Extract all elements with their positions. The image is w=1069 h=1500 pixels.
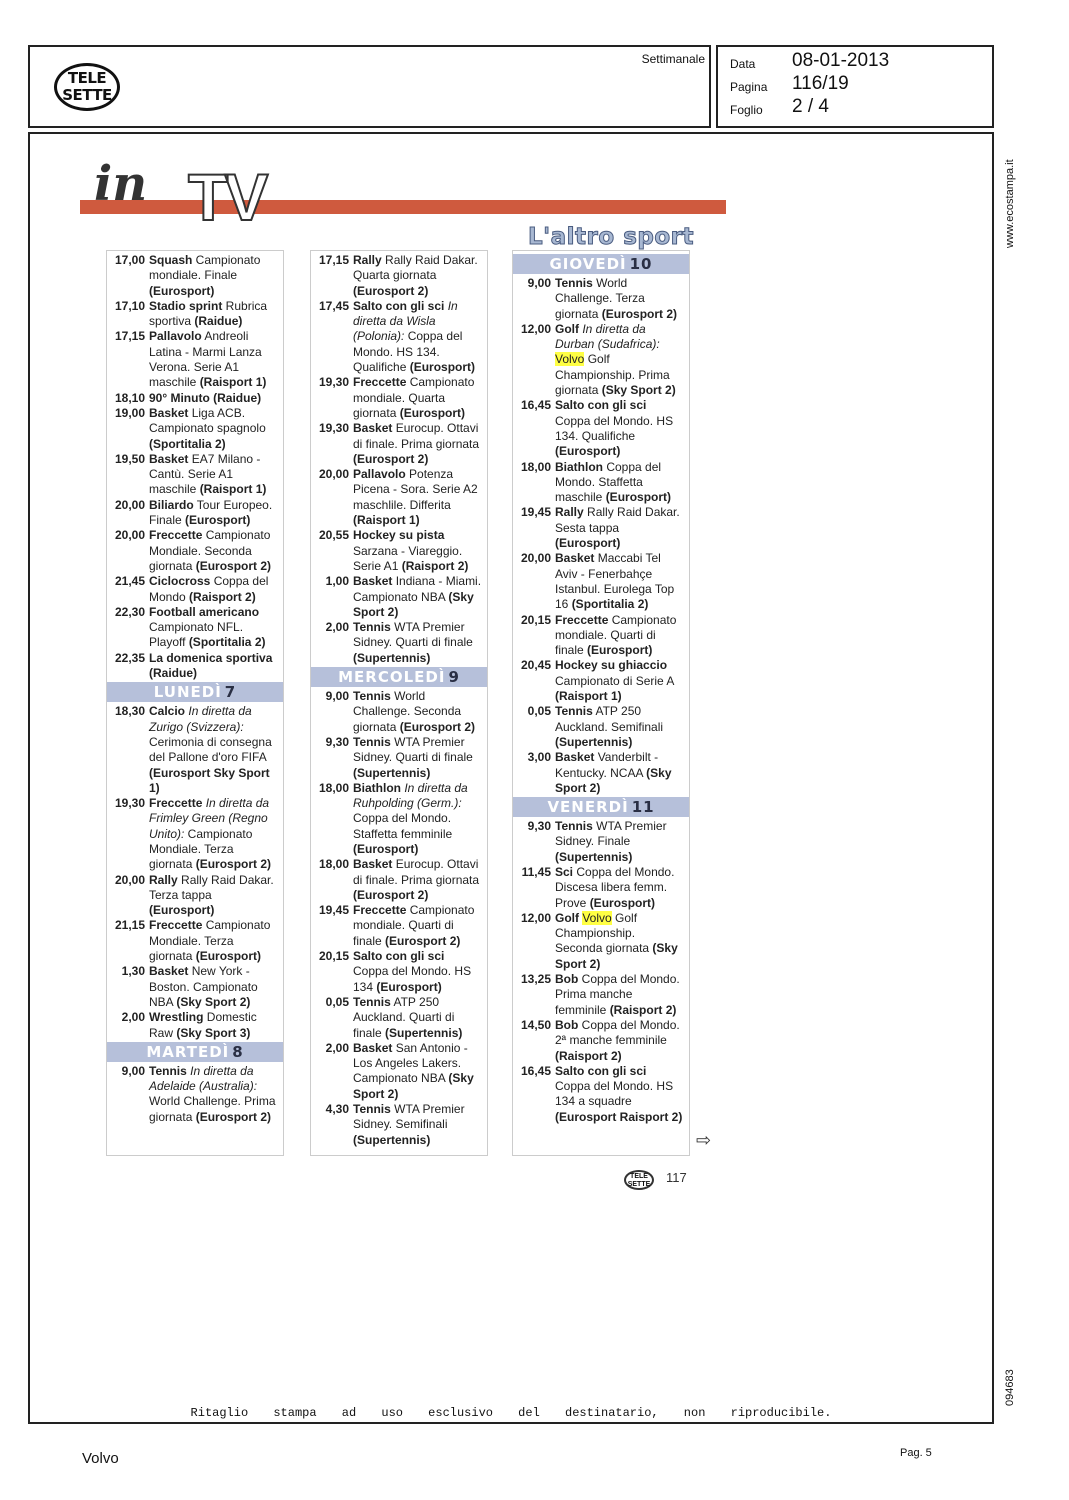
telesette-small-logo: TELE SETTE: [624, 1170, 654, 1190]
list-item: 16,45 Salto con gli sci Coppa del Mondo. HS 134. Qualifiche (Eurosport): [520, 398, 674, 459]
list-item: 21,15 Freccette Campionato Mondiale. Terza giornata (Eurosport): [114, 918, 271, 964]
list-item: 18,00 Basket Eurocup. Ottavi di finale. Prima giornata (Eurosport 2): [318, 857, 480, 902]
list-item: 2,00 Tennis WTA Premier Sidney. Quarti di finale (Supertennis): [325, 620, 473, 665]
list-item: 20,00 Basket Maccabi Tel Aviv - Fenerbahçe Istanbul. Eurolega Top 16 (Sportitalia 2): [520, 551, 675, 612]
day-header-giovedi: GIOVEDÌ 10: [513, 254, 689, 274]
list-item: 12,00 Golf In diretta da Durban (Sudafrica): Volvo Golf Championship. Prima giornata (Sky Sport 2): [520, 321, 676, 398]
list-item: 11,45 Sci Coppa del Mondo. Discesa libera femm. Prove (Eurosport): [521, 864, 675, 910]
day-header-venerdi: VENERDÌ 11: [513, 797, 689, 817]
list-item: 20,45 Hockey su ghiaccio Campionato di Serie A (Raisport 1): [520, 658, 674, 704]
list-item: 19,30 Basket Eurocup. Ottavi di finale. Prima giornata (Eurosport 2): [318, 421, 480, 466]
list-item: 19,00 Basket Liga ACB. Campionato spagnolo (Sportitalia 2): [114, 405, 266, 451]
frequency-label: Settimanale: [641, 52, 705, 66]
list-item: 20,15 Salto con gli sci Coppa del Mondo. HS 134 (Eurosport): [318, 949, 472, 994]
schedule-column-1: [106, 250, 284, 1156]
newspaper-clipping: [70, 150, 730, 1200]
continue-arrow-icon: ⇨: [696, 1130, 712, 1150]
list-item: 9,30 Tennis WTA Premier Sidney. Quarti di finale (Supertennis): [325, 734, 473, 780]
list-item: 1,00 Basket Indiana - Miami. Campionato NBA (Sky Sport 2): [325, 574, 482, 619]
keyword-label: Volvo: [82, 1450, 119, 1467]
day-header-lunedi: LUNEDÌ 7: [107, 682, 283, 702]
list-item: 19,30 Freccette Campionato mondiale. Quarta giornata (Eurosport): [318, 375, 475, 420]
list-item: 3,00 Basket Vanderbilt - Kentucky. NCAA (Sky Sport 2): [527, 750, 672, 795]
list-item: 1,30 Basket New York - Boston. Campionato NBA (Sky Sport 2): [121, 964, 258, 1009]
list-item: 0,05 Tennis ATP 250 Auckland. Semifinali (Supertennis): [527, 704, 664, 749]
list-item: 19,50 Basket EA7 Milano - Cantù. Serie A1 maschile (Raisport 1): [114, 451, 267, 497]
list-item: 20,00 Freccette Campionato Mondiale. Seconda giornata (Eurosport 2): [114, 528, 272, 573]
clipping-page-number: 117: [666, 1170, 687, 1185]
list-item: 21,45 Ciclocross Coppa del Mondo (Raisport 2): [114, 574, 269, 604]
telesette-logo: TELE SETTE: [54, 63, 120, 111]
section-title: L'altro sport: [527, 224, 694, 250]
list-item: 18,00 Biathlon In diretta da Ruhpolding (Germ.): Coppa del Mondo. Staffetta femminile (Eurosport): [318, 780, 468, 856]
list-item: 19,45 Freccette Campionato mondiale. Quarti di finale (Eurosport 2): [318, 903, 475, 948]
list-item: 17,15 Rally Rally Raid Dakar. Quarta giornata (Eurosport 2): [318, 253, 478, 298]
list-item: 20,00 Pallavolo Potenza Picena - Sora. Serie A2 maschlile. Differita (Raisport 1): [318, 467, 478, 528]
list-item: 13,25 Bob Coppa del Mondo. Prima manche femminile (Raisport 2): [520, 972, 680, 1017]
list-item: 19,45 Rally Rally Raid Dakar. Sesta tappa (Eurosport): [520, 505, 680, 551]
day-header-mercoledi: MERCOLEDÌ 9: [311, 667, 487, 687]
list-item: 17,00 Squash Campionato mondiale. Finale (Eurosport): [114, 253, 261, 298]
side-code: 094683: [1004, 1369, 1016, 1406]
schedule-column-2: [310, 250, 488, 1156]
list-item: 20,55 Hockey su pista Sarzana - Viareggio. Serie A1 (Raisport 2): [318, 528, 469, 573]
title-tv: TV: [188, 160, 265, 234]
list-item: 22,30 Football americano Campionato NFL. Playoff (Sportitalia 2): [114, 604, 266, 650]
list-item: 0,05 Tennis ATP 250 Auckland. Quarti di finale (Supertennis): [325, 994, 463, 1040]
page-label: Pag. 5: [900, 1447, 932, 1459]
list-item: 20,15 Freccette Campionato mondiale. Quarti di finale (Eurosport): [520, 612, 677, 658]
list-item: 4,30 Tennis WTA Premier Sidney. Semifinali (Supertennis): [325, 1102, 465, 1147]
list-item: 14,50 Bob Coppa del Mondo. 2ª manche femminile (Raisport 2): [520, 1017, 680, 1063]
list-item: 20,00 Biliardo Tour Europeo. Finale (Eurosport): [114, 497, 273, 528]
schedule-column-3: [512, 250, 690, 1156]
list-item: 18,00 Biathlon Coppa del Mondo. Staffetta maschile (Eurosport): [520, 459, 672, 505]
list-item: 17,10 Stadio sprint Rubrica sportiva (Raidue): [114, 298, 268, 329]
list-item: 16,45 Salto con gli sci Coppa del Mondo. HS 134 a squadre (Eurosport Raisport 2): [520, 1063, 683, 1124]
list-item: 17,45 Salto con gli sci In diretta da Wisla (Polonia): Coppa del Mondo. HS 134. Qualifiche (Eurosport): [318, 298, 476, 375]
list-item: 17,15 Pallavolo Andreoli Latina - Marmi Lanza Verona. Serie A1 maschile (Raisport 1): [114, 329, 267, 390]
list-item: 19,30 Freccette In diretta da Frimley Green (Regno Unito): Campionato Mondiale. Terza giornata (Eurosport 2): [114, 796, 272, 872]
list-item: 2,00 Wrestling Domestic Raw (Sky Sport 3): [121, 1010, 257, 1040]
list-item: 9,00 Tennis World Challenge. Terza giornata (Eurosport 2): [527, 276, 678, 321]
list-item: 9,00 Tennis World Challenge. Seconda giornata (Eurosport 2): [325, 689, 476, 734]
meta-box: Data 08-01-2013 Pagina 116/19 Foglio 2 / 4: [716, 45, 994, 128]
title-bar: [80, 200, 726, 214]
list-item: 18,30 Calcio In diretta da Zurigo (Svizzera): Cerimonia di consegna del Pallone d'oro FIFA (Eurosport Sky Sport 1): [114, 704, 272, 795]
list-item: 22,35 La domenica sportiva (Raidue): [114, 650, 273, 681]
list-item: 9,30 Tennis WTA Premier Sidney. Finale (Supertennis): [527, 819, 667, 864]
day-header-martedi: MARTEDÌ 8: [107, 1042, 283, 1062]
list-item: 9,00 Tennis In diretta da Adelaide (Australia): World Challenge. Prima giornata (Eurosport 2): [121, 1063, 276, 1124]
list-item: 18,10 90° Minuto (Raidue): [114, 390, 262, 405]
title-in: in: [94, 156, 148, 212]
header-box: [28, 45, 711, 128]
side-url: www.ecostampa.it: [1004, 159, 1016, 248]
list-item: 2,00 Basket San Antonio - Los Angeles Lakers. Campionato NBA (Sky Sport 2): [325, 1040, 474, 1101]
reproduction-notice: Ritaglio stampa ad uso esclusivo del destinatario, non riproducibile.: [190, 1406, 832, 1420]
list-item: 12,00 Golf Volvo Golf Championship. Seconda giornata (Sky Sport 2): [520, 910, 678, 971]
list-item: 20,00 Rally Rally Raid Dakar. Terza tappa (Eurosport): [114, 872, 274, 918]
